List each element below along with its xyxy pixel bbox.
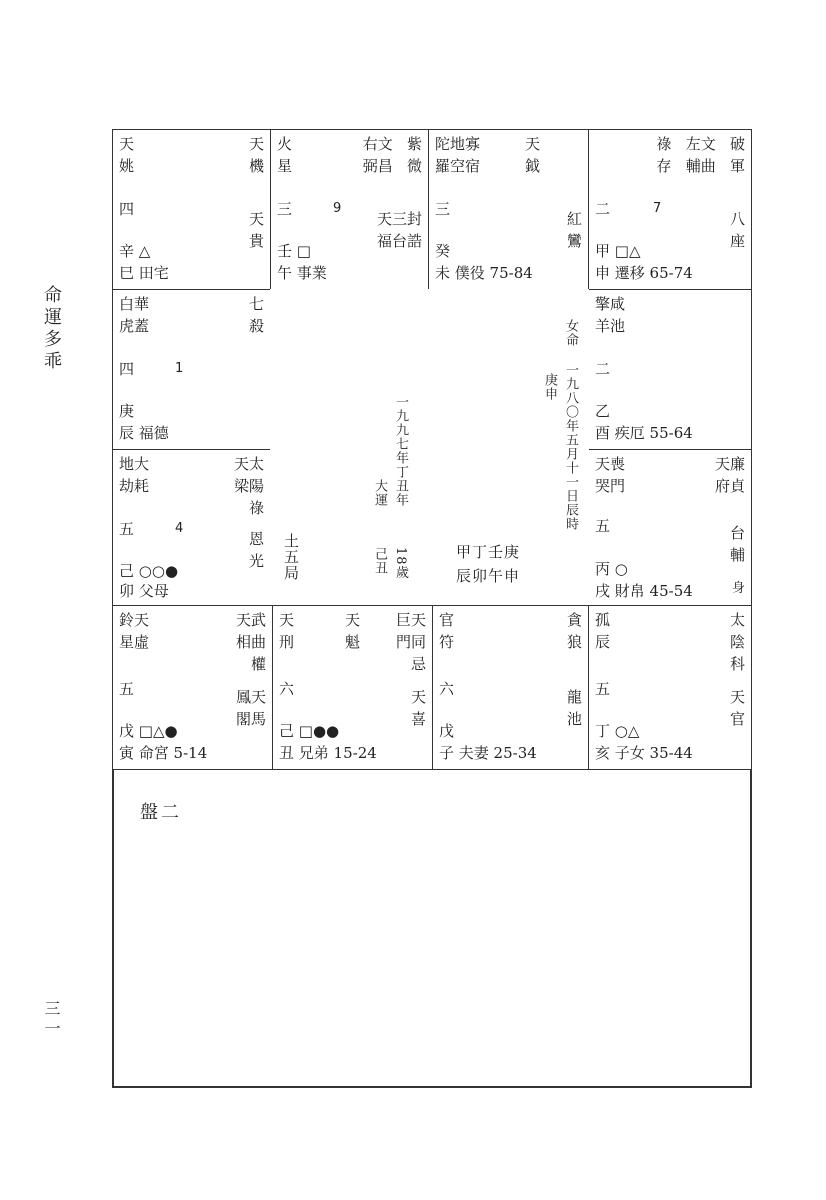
number: 7: [653, 201, 662, 216]
stars-mid-1: 天: [345, 611, 361, 629]
stars-left-1: 白華: [119, 295, 150, 313]
stars-left-1: 天喪: [595, 455, 626, 473]
stem: 壬 □: [277, 242, 311, 260]
pillars-stems: 甲丁壬庚: [456, 543, 521, 561]
gender: 女命: [563, 319, 578, 347]
palace-name: 寅 命宮 5-14: [119, 744, 208, 762]
extra-right-1: 鳳天: [235, 688, 266, 706]
palace-zi: [432, 605, 589, 770]
stars-right-3: 科: [729, 655, 745, 673]
stars-left-1: 鈴天: [119, 611, 150, 629]
stars-right-1: 天太: [233, 455, 264, 473]
element-bureau: 土五局: [282, 533, 300, 581]
palace-chen: [112, 289, 271, 450]
extra-right-1: 紅: [566, 210, 582, 228]
number: 1: [175, 361, 184, 376]
stem: 丙 ○: [595, 560, 628, 578]
birth-date: 一九八〇年五月十一日辰時: [563, 363, 578, 531]
palace-mao: [112, 449, 271, 606]
shen-mark: 身: [731, 581, 745, 596]
panel-label: 盤二: [140, 802, 182, 823]
extra-right-1: 天: [729, 688, 745, 706]
stem: 戊 □△●: [119, 722, 178, 740]
stem: 辛 △: [119, 242, 151, 260]
stars-left-1: 擎咸: [595, 295, 626, 313]
palace-si: [112, 129, 271, 290]
extra-right-2: 閣馬: [235, 710, 266, 728]
stars-left-1: 官: [439, 611, 455, 629]
dayun-age: 18歲: [393, 547, 408, 580]
palace-name: 巳 田宅: [119, 264, 169, 282]
stem: 戊: [439, 722, 455, 740]
extra-right-2: 喜: [410, 710, 426, 728]
stars-left-2: 劫耗: [119, 477, 150, 495]
dayun-label: 大運: [372, 479, 387, 507]
grade: 二: [595, 200, 611, 218]
stars-left-2: 刑: [279, 633, 295, 651]
grade: 二: [595, 360, 611, 378]
stars-right-1: 祿 左文 破: [656, 135, 745, 153]
stars-left-2: 姚: [119, 157, 135, 175]
stars-left-2: 符: [439, 633, 455, 651]
center-panel: [270, 289, 589, 606]
side-title: 命運多乖: [41, 285, 62, 373]
grade: 五: [595, 517, 611, 535]
stars-right-1: 右文 紫: [362, 135, 422, 153]
stars-left-2: 辰: [595, 633, 611, 651]
number: 9: [333, 201, 342, 216]
stars-left-1: 火: [277, 135, 293, 153]
extra-right-1: 八: [729, 210, 745, 228]
extra-right-2: 座: [729, 232, 745, 250]
stars-left-1: 孤: [595, 611, 611, 629]
stars-left-1: 陀地寡: [435, 135, 481, 153]
stars-left-2: 羅空宿: [435, 157, 481, 175]
stars-right-1: 巨天: [395, 611, 426, 629]
stars-right-3: 忌: [410, 655, 426, 673]
grade: 三: [435, 200, 451, 218]
grade: 五: [119, 520, 135, 538]
extra-right-2: 光: [248, 552, 264, 570]
palace-name: 酉 疾厄 55-64: [595, 424, 693, 442]
palace-chou: [272, 605, 433, 770]
stars-right-1: 七: [248, 295, 264, 313]
palace-name: 丑 兄弟 15-24: [279, 744, 377, 762]
palace-you: [588, 289, 752, 450]
extra-right-2: 鸞: [566, 232, 582, 250]
palace-name: 子 夫妻 25-34: [439, 744, 537, 762]
stem: 己 ○○●: [119, 562, 179, 580]
stars-right-2: 弼昌 微: [362, 157, 422, 175]
stars-right-2: 殺: [248, 317, 264, 335]
stars-right-1: 天廉: [714, 455, 745, 473]
page-number: 三一: [42, 1000, 61, 1040]
stars-right-1: 天: [248, 135, 264, 153]
extra-right-2: 官: [729, 710, 745, 728]
pillars-branches: 辰卯午申: [456, 567, 521, 585]
stars-right-2: 相曲: [235, 633, 266, 651]
stars-left-1: 天: [119, 135, 135, 153]
grade: 六: [439, 680, 455, 698]
stars-right-1: 天武: [235, 611, 266, 629]
palace-wei: [428, 129, 589, 290]
stars-right-2: 陰: [729, 633, 745, 651]
extra-right-2: 貴: [248, 232, 264, 250]
extra-right-1: 天: [248, 210, 264, 228]
stars-right-1: 天: [524, 135, 540, 153]
stars-left-2: 星虛: [119, 633, 150, 651]
stars-mid-2: 魁: [345, 633, 361, 651]
grade: 五: [595, 680, 611, 698]
stem: 庚: [119, 402, 135, 420]
stars-right-2: 梁陽: [233, 477, 264, 495]
palace-wu: [270, 129, 429, 290]
stars-left-2: 哭門: [595, 477, 626, 495]
grade: 五: [119, 680, 135, 698]
stem: 甲 □△: [595, 242, 641, 260]
stars-right-2: 機: [248, 157, 264, 175]
palace-name: 辰 福德: [119, 424, 169, 442]
palace-shen: [588, 129, 752, 290]
stars-right-1: 貪: [566, 611, 582, 629]
palace-name: 戌 財帛 45-54: [595, 582, 693, 600]
stars-right-2: 存 輔曲 軍: [656, 157, 745, 175]
grade: 六: [279, 680, 295, 698]
dayun-year: 一九九七年丁丑年: [393, 395, 408, 507]
palace-yin: [112, 605, 273, 770]
grade: 四: [119, 200, 135, 218]
dayun-ganzhi: 己丑: [372, 547, 387, 575]
palace-name: 卯 父母: [119, 582, 169, 600]
extra-right-2: 池: [566, 710, 582, 728]
extra-right-1: 龍: [566, 688, 582, 706]
extra-right-1: 天: [410, 688, 426, 706]
number: 4: [175, 521, 184, 536]
palace-name: 亥 子女 35-44: [595, 744, 693, 762]
stars-left-2: 羊池: [595, 317, 626, 335]
stars-right-3: 權: [250, 655, 266, 673]
stars-left-1: 地大: [119, 455, 150, 473]
stars-right-3: 祿: [248, 499, 264, 517]
extra-right-1: 台: [729, 524, 745, 542]
grade: 三: [277, 200, 293, 218]
extra-right-2: 輔: [729, 546, 745, 564]
stars-left-1: 天: [279, 611, 295, 629]
stars-right-2: 府貞: [714, 477, 745, 495]
palace-xu: [588, 449, 752, 606]
palace-name: 申 遷移 65-74: [595, 264, 693, 282]
stem: 己 □●●: [279, 722, 340, 740]
palace-hai: [588, 605, 752, 770]
extra-right-2: 福台誥: [376, 232, 422, 250]
stem: 乙: [595, 402, 611, 420]
stem: 癸: [435, 242, 451, 260]
birth-year-ganzhi: 庚申: [542, 373, 557, 401]
stars-left-2: 星: [277, 157, 293, 175]
stars-right-2: 狼: [566, 633, 582, 651]
stars-left-2: 虎蓋: [119, 317, 150, 335]
stars-right-2: 門同: [395, 633, 426, 651]
palace-name: 未 僕役 75-84: [435, 264, 533, 282]
stars-right-2: 鉞: [524, 157, 540, 175]
extra-right-1: 天三封: [376, 210, 422, 228]
stars-right-1: 太: [729, 611, 745, 629]
extra-right-1: 恩: [248, 530, 264, 548]
stem: 丁 ○△: [595, 722, 640, 740]
palace-name: 午 事業: [277, 264, 327, 282]
grade: 四: [119, 360, 135, 378]
